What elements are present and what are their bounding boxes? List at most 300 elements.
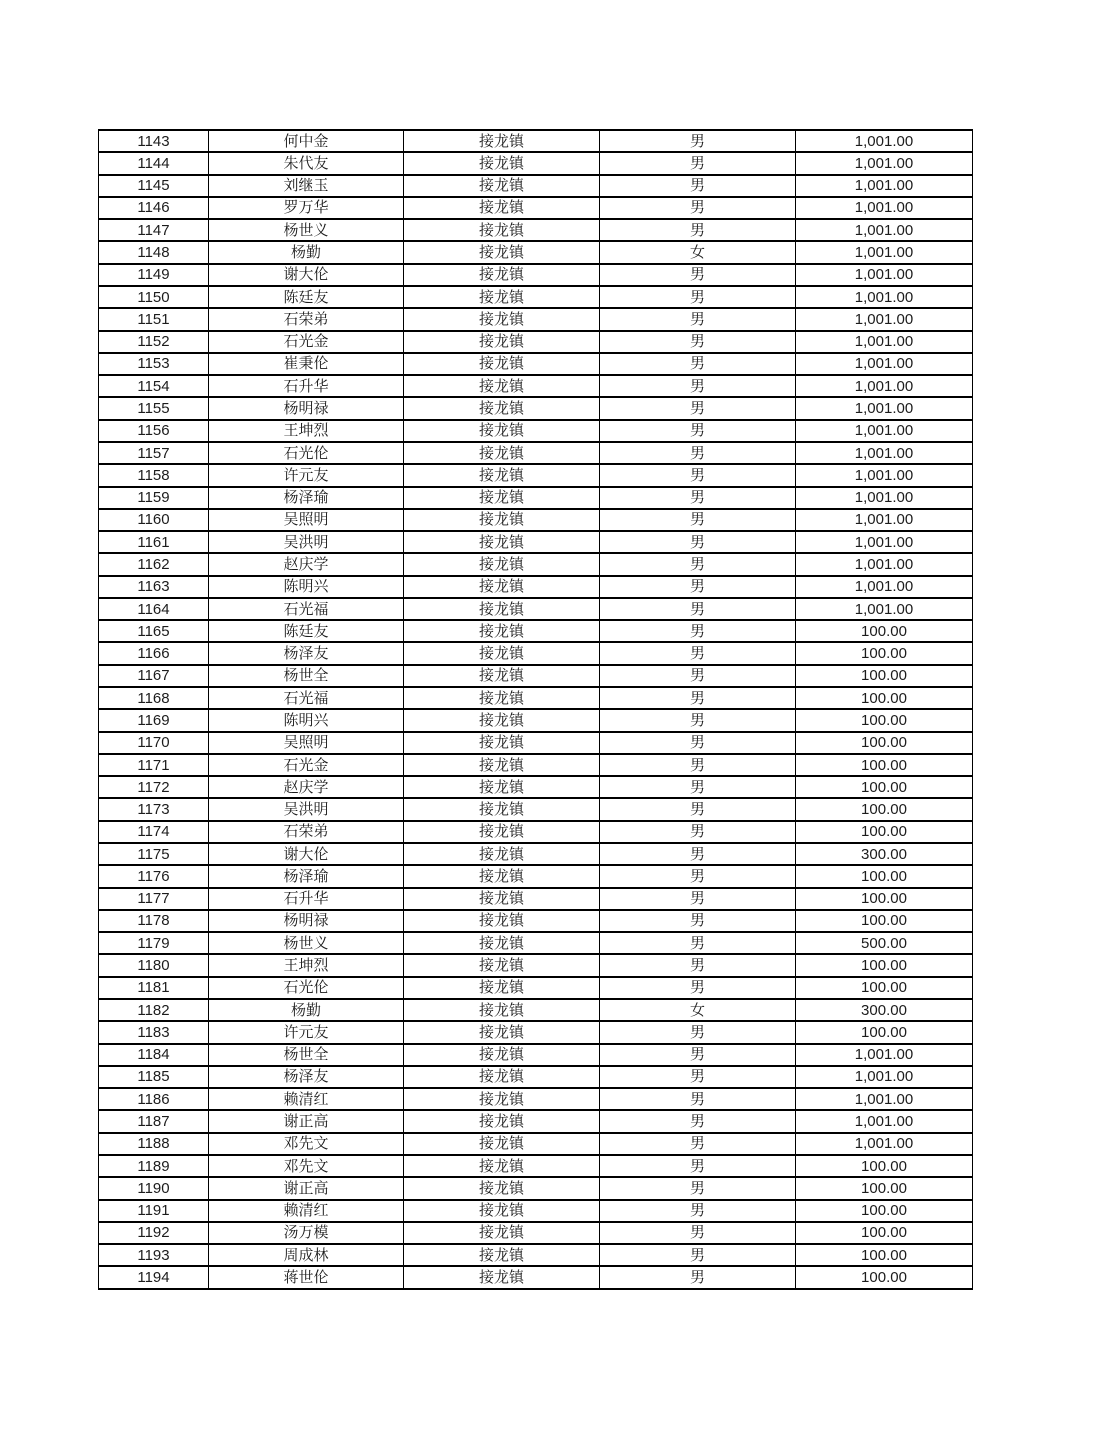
amount-cell: 300.00 xyxy=(796,843,973,865)
table-row xyxy=(99,264,973,286)
table-row xyxy=(99,397,973,419)
gender-cell: 女 xyxy=(600,241,796,263)
row-number-cell: 1171 xyxy=(99,754,209,776)
gender-cell: 男 xyxy=(600,665,796,687)
town-cell: 接龙镇 xyxy=(404,286,600,308)
amount-cell: 1,001.00 xyxy=(796,1110,973,1132)
gender-cell: 男 xyxy=(600,353,796,375)
table-row xyxy=(99,1177,973,1199)
gender-cell: 男 xyxy=(600,531,796,553)
town-cell: 接龙镇 xyxy=(404,1200,600,1222)
row-number-cell: 1190 xyxy=(99,1177,209,1199)
amount-cell: 1,001.00 xyxy=(796,375,973,397)
table-row xyxy=(99,932,973,954)
town-cell: 接龙镇 xyxy=(404,1088,600,1110)
row-number-cell: 1164 xyxy=(99,598,209,620)
name-cell: 王坤烈 xyxy=(209,420,404,442)
name-cell: 谢大伦 xyxy=(209,264,404,286)
row-number-cell: 1155 xyxy=(99,397,209,419)
gender-cell: 男 xyxy=(600,843,796,865)
amount-cell: 1,001.00 xyxy=(796,420,973,442)
town-cell: 接龙镇 xyxy=(404,531,600,553)
row-number-cell: 1150 xyxy=(99,286,209,308)
row-number-cell: 1170 xyxy=(99,732,209,754)
town-cell: 接龙镇 xyxy=(404,152,600,174)
table-row xyxy=(99,754,973,776)
gender-cell: 男 xyxy=(600,954,796,976)
table-row xyxy=(99,977,973,999)
name-cell: 邓先文 xyxy=(209,1133,404,1155)
row-number-cell: 1143 xyxy=(99,130,209,152)
name-cell: 杨泽友 xyxy=(209,642,404,664)
table-body xyxy=(99,130,973,1289)
amount-cell: 1,001.00 xyxy=(796,353,973,375)
gender-cell: 男 xyxy=(600,487,796,509)
town-cell: 接龙镇 xyxy=(404,665,600,687)
amount-cell: 1,001.00 xyxy=(796,241,973,263)
gender-cell: 男 xyxy=(600,910,796,932)
amount-cell: 1,001.00 xyxy=(796,531,973,553)
gender-cell: 男 xyxy=(600,219,796,241)
name-cell: 石荣弟 xyxy=(209,821,404,843)
amount-cell: 1,001.00 xyxy=(796,1044,973,1066)
name-cell: 罗万华 xyxy=(209,197,404,219)
town-cell: 接龙镇 xyxy=(404,687,600,709)
town-cell: 接龙镇 xyxy=(404,999,600,1021)
table-row xyxy=(99,1066,973,1088)
town-cell: 接龙镇 xyxy=(404,331,600,353)
amount-cell: 100.00 xyxy=(796,1021,973,1043)
table-row xyxy=(99,798,973,820)
gender-cell: 男 xyxy=(600,1155,796,1177)
amount-cell: 1,001.00 xyxy=(796,464,973,486)
amount-cell: 1,001.00 xyxy=(796,397,973,419)
amount-cell: 100.00 xyxy=(796,709,973,731)
gender-cell: 男 xyxy=(600,286,796,308)
row-number-cell: 1191 xyxy=(99,1200,209,1222)
row-number-cell: 1146 xyxy=(99,197,209,219)
town-cell: 接龙镇 xyxy=(404,910,600,932)
row-number-cell: 1179 xyxy=(99,932,209,954)
gender-cell: 男 xyxy=(600,1088,796,1110)
town-cell: 接龙镇 xyxy=(404,420,600,442)
table-row xyxy=(99,1088,973,1110)
gender-cell: 男 xyxy=(600,1066,796,1088)
table-row xyxy=(99,553,973,575)
town-cell: 接龙镇 xyxy=(404,642,600,664)
table-row xyxy=(99,732,973,754)
town-cell: 接龙镇 xyxy=(404,241,600,263)
amount-cell: 100.00 xyxy=(796,1177,973,1199)
name-cell: 石光伦 xyxy=(209,977,404,999)
table-row xyxy=(99,241,973,263)
gender-cell: 男 xyxy=(600,732,796,754)
gender-cell: 男 xyxy=(600,152,796,174)
table-row xyxy=(99,331,973,353)
gender-cell: 男 xyxy=(600,397,796,419)
table-row xyxy=(99,487,973,509)
amount-cell: 100.00 xyxy=(796,977,973,999)
gender-cell: 男 xyxy=(600,1110,796,1132)
town-cell: 接龙镇 xyxy=(404,353,600,375)
row-number-cell: 1186 xyxy=(99,1088,209,1110)
name-cell: 石光金 xyxy=(209,331,404,353)
row-number-cell: 1151 xyxy=(99,308,209,330)
town-cell: 接龙镇 xyxy=(404,130,600,152)
name-cell: 石升华 xyxy=(209,375,404,397)
table-row xyxy=(99,375,973,397)
table-row xyxy=(99,687,973,709)
name-cell: 杨世义 xyxy=(209,932,404,954)
row-number-cell: 1172 xyxy=(99,776,209,798)
table-row xyxy=(99,130,973,152)
row-number-cell: 1188 xyxy=(99,1133,209,1155)
town-cell: 接龙镇 xyxy=(404,464,600,486)
row-number-cell: 1148 xyxy=(99,241,209,263)
amount-cell: 100.00 xyxy=(796,1244,973,1266)
name-cell: 石光福 xyxy=(209,687,404,709)
gender-cell: 男 xyxy=(600,130,796,152)
row-number-cell: 1163 xyxy=(99,576,209,598)
name-cell: 杨泽瑜 xyxy=(209,487,404,509)
name-cell: 陈明兴 xyxy=(209,709,404,731)
table-row xyxy=(99,152,973,174)
row-number-cell: 1156 xyxy=(99,420,209,442)
amount-cell: 100.00 xyxy=(796,888,973,910)
name-cell: 石光伦 xyxy=(209,442,404,464)
name-cell: 石光金 xyxy=(209,754,404,776)
town-cell: 接龙镇 xyxy=(404,954,600,976)
gender-cell: 男 xyxy=(600,197,796,219)
gender-cell: 男 xyxy=(600,375,796,397)
gender-cell: 男 xyxy=(600,754,796,776)
name-cell: 许元友 xyxy=(209,464,404,486)
name-cell: 崔秉伦 xyxy=(209,353,404,375)
table-row xyxy=(99,464,973,486)
town-cell: 接龙镇 xyxy=(404,553,600,575)
gender-cell: 男 xyxy=(600,865,796,887)
row-number-cell: 1165 xyxy=(99,620,209,642)
row-number-cell: 1173 xyxy=(99,798,209,820)
name-cell: 汤万模 xyxy=(209,1222,404,1244)
name-cell: 吴洪明 xyxy=(209,531,404,553)
row-number-cell: 1183 xyxy=(99,1021,209,1043)
table-row xyxy=(99,821,973,843)
table-row xyxy=(99,910,973,932)
gender-cell: 男 xyxy=(600,1222,796,1244)
amount-cell: 1,001.00 xyxy=(796,509,973,531)
amount-cell: 1,001.00 xyxy=(796,598,973,620)
town-cell: 接龙镇 xyxy=(404,1044,600,1066)
name-cell: 陈廷友 xyxy=(209,286,404,308)
name-cell: 刘继玉 xyxy=(209,175,404,197)
town-cell: 接龙镇 xyxy=(404,977,600,999)
table-row xyxy=(99,420,973,442)
row-number-cell: 1193 xyxy=(99,1244,209,1266)
town-cell: 接龙镇 xyxy=(404,175,600,197)
table-row xyxy=(99,531,973,553)
town-cell: 接龙镇 xyxy=(404,1110,600,1132)
town-cell: 接龙镇 xyxy=(404,576,600,598)
amount-cell: 300.00 xyxy=(796,999,973,1021)
amount-cell: 1,001.00 xyxy=(796,219,973,241)
row-number-cell: 1177 xyxy=(99,888,209,910)
table-row xyxy=(99,219,973,241)
row-number-cell: 1158 xyxy=(99,464,209,486)
amount-cell: 100.00 xyxy=(796,954,973,976)
name-cell: 赵庆学 xyxy=(209,553,404,575)
gender-cell: 男 xyxy=(600,1244,796,1266)
town-cell: 接龙镇 xyxy=(404,1222,600,1244)
name-cell: 杨世义 xyxy=(209,219,404,241)
town-cell: 接龙镇 xyxy=(404,932,600,954)
town-cell: 接龙镇 xyxy=(404,442,600,464)
table-row xyxy=(99,353,973,375)
amount-cell: 100.00 xyxy=(796,776,973,798)
table-row xyxy=(99,1021,973,1043)
table-row xyxy=(99,665,973,687)
gender-cell: 男 xyxy=(600,442,796,464)
row-number-cell: 1160 xyxy=(99,509,209,531)
amount-cell: 100.00 xyxy=(796,1266,973,1289)
table-row xyxy=(99,197,973,219)
town-cell: 接龙镇 xyxy=(404,865,600,887)
gender-cell: 男 xyxy=(600,642,796,664)
gender-cell: 男 xyxy=(600,509,796,531)
amount-cell: 100.00 xyxy=(796,1200,973,1222)
amount-cell: 100.00 xyxy=(796,620,973,642)
amount-cell: 100.00 xyxy=(796,798,973,820)
town-cell: 接龙镇 xyxy=(404,821,600,843)
town-cell: 接龙镇 xyxy=(404,598,600,620)
name-cell: 杨泽友 xyxy=(209,1066,404,1088)
name-cell: 邓先文 xyxy=(209,1155,404,1177)
name-cell: 杨世全 xyxy=(209,665,404,687)
gender-cell: 男 xyxy=(600,1044,796,1066)
table-row xyxy=(99,865,973,887)
gender-cell: 男 xyxy=(600,709,796,731)
table-row xyxy=(99,999,973,1021)
town-cell: 接龙镇 xyxy=(404,1155,600,1177)
amount-cell: 1,001.00 xyxy=(796,130,973,152)
table-row xyxy=(99,1222,973,1244)
amount-cell: 100.00 xyxy=(796,732,973,754)
amount-cell: 1,001.00 xyxy=(796,331,973,353)
name-cell: 赖清红 xyxy=(209,1200,404,1222)
table-row xyxy=(99,308,973,330)
amount-cell: 1,001.00 xyxy=(796,308,973,330)
table-row xyxy=(99,1110,973,1132)
name-cell: 杨勤 xyxy=(209,241,404,263)
gender-cell: 男 xyxy=(600,687,796,709)
amount-cell: 100.00 xyxy=(796,665,973,687)
table-row xyxy=(99,888,973,910)
name-cell: 杨勤 xyxy=(209,999,404,1021)
table-row xyxy=(99,709,973,731)
amount-cell: 1,001.00 xyxy=(796,1088,973,1110)
gender-cell: 男 xyxy=(600,888,796,910)
amount-cell: 100.00 xyxy=(796,642,973,664)
town-cell: 接龙镇 xyxy=(404,843,600,865)
gender-cell: 男 xyxy=(600,331,796,353)
amount-cell: 100.00 xyxy=(796,865,973,887)
row-number-cell: 1153 xyxy=(99,353,209,375)
gender-cell: 男 xyxy=(600,1200,796,1222)
gender-cell: 男 xyxy=(600,464,796,486)
town-cell: 接龙镇 xyxy=(404,197,600,219)
row-number-cell: 1157 xyxy=(99,442,209,464)
name-cell: 杨明禄 xyxy=(209,397,404,419)
row-number-cell: 1149 xyxy=(99,264,209,286)
name-cell: 石荣弟 xyxy=(209,308,404,330)
table-row xyxy=(99,642,973,664)
name-cell: 杨明禄 xyxy=(209,910,404,932)
amount-cell: 1,001.00 xyxy=(796,264,973,286)
name-cell: 陈廷友 xyxy=(209,620,404,642)
amount-cell: 100.00 xyxy=(796,687,973,709)
gender-cell: 男 xyxy=(600,576,796,598)
table-row xyxy=(99,598,973,620)
row-number-cell: 1166 xyxy=(99,642,209,664)
payment-roster-table xyxy=(98,129,973,1290)
row-number-cell: 1144 xyxy=(99,152,209,174)
amount-cell: 1,001.00 xyxy=(796,286,973,308)
row-number-cell: 1154 xyxy=(99,375,209,397)
amount-cell: 1,001.00 xyxy=(796,1133,973,1155)
town-cell: 接龙镇 xyxy=(404,620,600,642)
name-cell: 吴照明 xyxy=(209,732,404,754)
row-number-cell: 1182 xyxy=(99,999,209,1021)
name-cell: 杨世全 xyxy=(209,1044,404,1066)
amount-cell: 1,001.00 xyxy=(796,1066,973,1088)
row-number-cell: 1178 xyxy=(99,910,209,932)
table-row xyxy=(99,620,973,642)
gender-cell: 男 xyxy=(600,776,796,798)
name-cell: 谢正高 xyxy=(209,1110,404,1132)
row-number-cell: 1189 xyxy=(99,1155,209,1177)
table-row xyxy=(99,1044,973,1066)
town-cell: 接龙镇 xyxy=(404,1021,600,1043)
table-row xyxy=(99,776,973,798)
row-number-cell: 1194 xyxy=(99,1266,209,1289)
row-number-cell: 1181 xyxy=(99,977,209,999)
amount-cell: 500.00 xyxy=(796,932,973,954)
amount-cell: 1,001.00 xyxy=(796,553,973,575)
town-cell: 接龙镇 xyxy=(404,397,600,419)
amount-cell: 1,001.00 xyxy=(796,576,973,598)
gender-cell: 男 xyxy=(600,420,796,442)
amount-cell: 100.00 xyxy=(796,1155,973,1177)
gender-cell: 男 xyxy=(600,821,796,843)
gender-cell: 女 xyxy=(600,999,796,1021)
row-number-cell: 1162 xyxy=(99,553,209,575)
amount-cell: 1,001.00 xyxy=(796,442,973,464)
gender-cell: 男 xyxy=(600,1021,796,1043)
name-cell: 杨泽瑜 xyxy=(209,865,404,887)
amount-cell: 1,001.00 xyxy=(796,487,973,509)
town-cell: 接龙镇 xyxy=(404,754,600,776)
row-number-cell: 1176 xyxy=(99,865,209,887)
town-cell: 接龙镇 xyxy=(404,798,600,820)
name-cell: 朱代友 xyxy=(209,152,404,174)
gender-cell: 男 xyxy=(600,553,796,575)
row-number-cell: 1192 xyxy=(99,1222,209,1244)
name-cell: 周成林 xyxy=(209,1244,404,1266)
row-number-cell: 1168 xyxy=(99,687,209,709)
name-cell: 赵庆学 xyxy=(209,776,404,798)
row-number-cell: 1167 xyxy=(99,665,209,687)
row-number-cell: 1180 xyxy=(99,954,209,976)
name-cell: 蒋世伦 xyxy=(209,1266,404,1289)
town-cell: 接龙镇 xyxy=(404,1244,600,1266)
amount-cell: 100.00 xyxy=(796,821,973,843)
name-cell: 谢正高 xyxy=(209,1177,404,1199)
name-cell: 吴照明 xyxy=(209,509,404,531)
amount-cell: 100.00 xyxy=(796,754,973,776)
gender-cell: 男 xyxy=(600,620,796,642)
town-cell: 接龙镇 xyxy=(404,375,600,397)
row-number-cell: 1185 xyxy=(99,1066,209,1088)
town-cell: 接龙镇 xyxy=(404,1266,600,1289)
town-cell: 接龙镇 xyxy=(404,1177,600,1199)
row-number-cell: 1187 xyxy=(99,1110,209,1132)
name-cell: 石光福 xyxy=(209,598,404,620)
town-cell: 接龙镇 xyxy=(404,1066,600,1088)
name-cell: 谢大伦 xyxy=(209,843,404,865)
name-cell: 许元友 xyxy=(209,1021,404,1043)
amount-cell: 100.00 xyxy=(796,910,973,932)
row-number-cell: 1175 xyxy=(99,843,209,865)
table-row xyxy=(99,1244,973,1266)
table-row xyxy=(99,576,973,598)
name-cell: 王坤烈 xyxy=(209,954,404,976)
gender-cell: 男 xyxy=(600,1266,796,1289)
town-cell: 接龙镇 xyxy=(404,264,600,286)
name-cell: 石升华 xyxy=(209,888,404,910)
amount-cell: 100.00 xyxy=(796,1222,973,1244)
table-row xyxy=(99,1266,973,1289)
row-number-cell: 1159 xyxy=(99,487,209,509)
town-cell: 接龙镇 xyxy=(404,219,600,241)
name-cell: 何中金 xyxy=(209,130,404,152)
name-cell: 陈明兴 xyxy=(209,576,404,598)
gender-cell: 男 xyxy=(600,798,796,820)
town-cell: 接龙镇 xyxy=(404,709,600,731)
gender-cell: 男 xyxy=(600,977,796,999)
amount-cell: 1,001.00 xyxy=(796,175,973,197)
table-row xyxy=(99,175,973,197)
table-row xyxy=(99,843,973,865)
town-cell: 接龙镇 xyxy=(404,776,600,798)
name-cell: 赖清红 xyxy=(209,1088,404,1110)
table-row xyxy=(99,286,973,308)
row-number-cell: 1145 xyxy=(99,175,209,197)
gender-cell: 男 xyxy=(600,1177,796,1199)
gender-cell: 男 xyxy=(600,1133,796,1155)
town-cell: 接龙镇 xyxy=(404,487,600,509)
row-number-cell: 1147 xyxy=(99,219,209,241)
table-row xyxy=(99,954,973,976)
gender-cell: 男 xyxy=(600,932,796,954)
table-row xyxy=(99,1155,973,1177)
row-number-cell: 1169 xyxy=(99,709,209,731)
town-cell: 接龙镇 xyxy=(404,732,600,754)
gender-cell: 男 xyxy=(600,264,796,286)
row-number-cell: 1184 xyxy=(99,1044,209,1066)
gender-cell: 男 xyxy=(600,175,796,197)
town-cell: 接龙镇 xyxy=(404,888,600,910)
town-cell: 接龙镇 xyxy=(404,509,600,531)
